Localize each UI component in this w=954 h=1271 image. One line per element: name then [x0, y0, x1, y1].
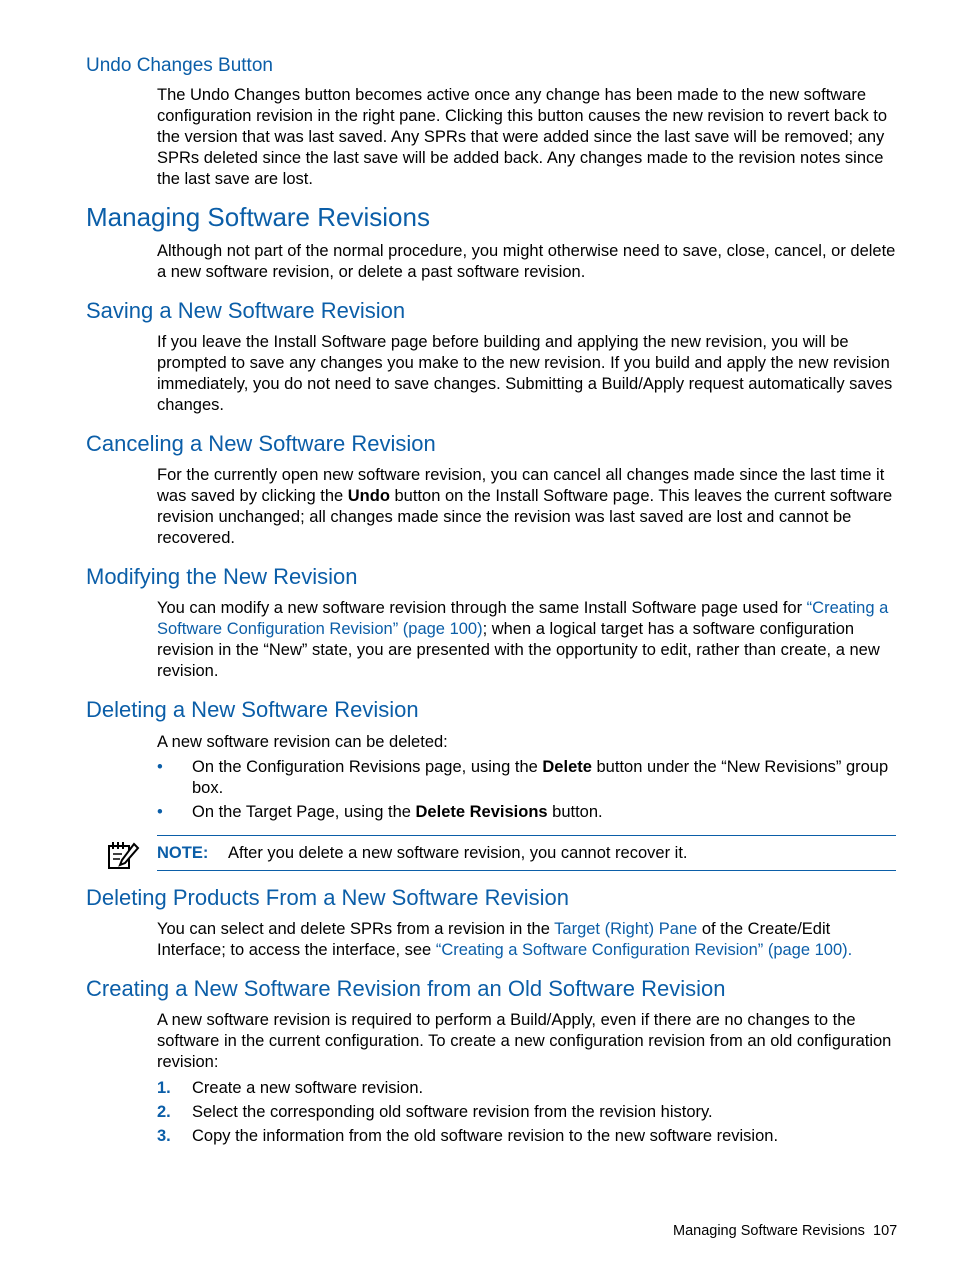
modifying-paragraph: You can modify a new software revision through the same Install Software page used for “Creating a Software Configuration Revision” (page 100); when a logical target has a software configuration revision in the “New” state, you are presented with the opportunity to edit, rather than create, a new revision.: [157, 599, 889, 680]
undo-bold: Undo: [347, 487, 390, 505]
products-heading: Deleting Products From a New Software Revision: [86, 885, 569, 910]
deleting-intro: A new software revision can be deleted:: [157, 733, 448, 751]
list-item: 3. Copy the information from the old software revision to the new software revision.: [157, 1127, 779, 1145]
note-text: After you delete a new software revision, you cannot recover it.: [228, 844, 688, 862]
undo-paragraph: The Undo Changes button becomes active once any change has been made to the new software configuration revision in the right pane. Clicking this button causes the new revision to revert back to the version that was last saved. Any SPRs that were added since the last save will be removed; any SPRs deleted since the last save will be added back. Any changes made to the revision notes since the last save are lost.: [157, 86, 888, 188]
managing-paragraph: Although not part of the normal procedure, you might otherwise need to save, close, cancel, or delete a new software revision, or delete a past software revision.: [157, 242, 896, 281]
step-number: 3.: [157, 1127, 171, 1145]
creating-revision-link[interactable]: “Creating a Software Configuration Revision” (page 100).: [435, 941, 853, 959]
products-paragraph: You can select and delete SPRs from a revision in the Target (Right) Pane of the Create/Edit Interface; to access the interface, see “Creating a Software Configuration Revision” (page 100).: [157, 920, 853, 959]
creating-revision-link[interactable]: “Creating a Software Configuration Revision” (page 100): [157, 599, 889, 638]
step-number: 2.: [157, 1103, 171, 1121]
list-item: • On the Configuration Revisions page, using the Delete button under the “New Revisions” group box.: [157, 758, 889, 797]
undo-heading: Undo Changes Button: [86, 55, 273, 76]
list-item: 2. Select the corresponding old software revision from the revision history.: [157, 1103, 713, 1121]
note-pad-icon: [106, 840, 140, 870]
target-pane-link[interactable]: Target (Right) Pane: [554, 920, 698, 938]
bullet-icon: •: [157, 758, 163, 776]
step-number: 1.: [157, 1079, 171, 1097]
bullet-icon: •: [157, 803, 163, 821]
saving-heading: Saving a New Software Revision: [86, 298, 406, 323]
deleting-heading: Deleting a New Software Revision: [86, 697, 419, 722]
footer-section-title: Managing Software Revisions: [673, 1223, 865, 1239]
footer-page-number: 107: [873, 1223, 898, 1239]
saving-paragraph: If you leave the Install Software page before building and applying the new revision, you will be prompted to save any changes you make to the new revision. If you build and apply the new revision immediately, you do not need to save changes. Submitting a Build/Apply request automatically saves changes.: [157, 333, 893, 414]
creating-heading: Creating a New Software Revision from an Old Software Revision: [86, 976, 726, 1001]
note-callout: [157, 835, 896, 871]
note-label: NOTE:: [157, 844, 209, 862]
list-item: • On the Target Page, using the Delete Revisions button.: [157, 803, 603, 821]
modifying-heading: Modifying the New Revision: [86, 564, 358, 589]
list-item: 1. Create a new software revision.: [157, 1079, 424, 1097]
page-title: Managing Software Revisions: [86, 202, 430, 232]
canceling-heading: Canceling a New Software Revision: [86, 431, 436, 456]
canceling-paragraph: For the currently open new software revision, you can cancel all changes made since the last time it was saved by clicking the Undo button on the Install Software page. This leaves the current software revision unchanged; all changes made since the revision was last saved are lost and cannot be recovered.: [157, 466, 893, 547]
creating-paragraph: A new software revision is required to perform a Build/Apply, even if there are no changes to the software in the current configuration. To create a new configuration revision from an old configuration revision:: [157, 1011, 892, 1071]
